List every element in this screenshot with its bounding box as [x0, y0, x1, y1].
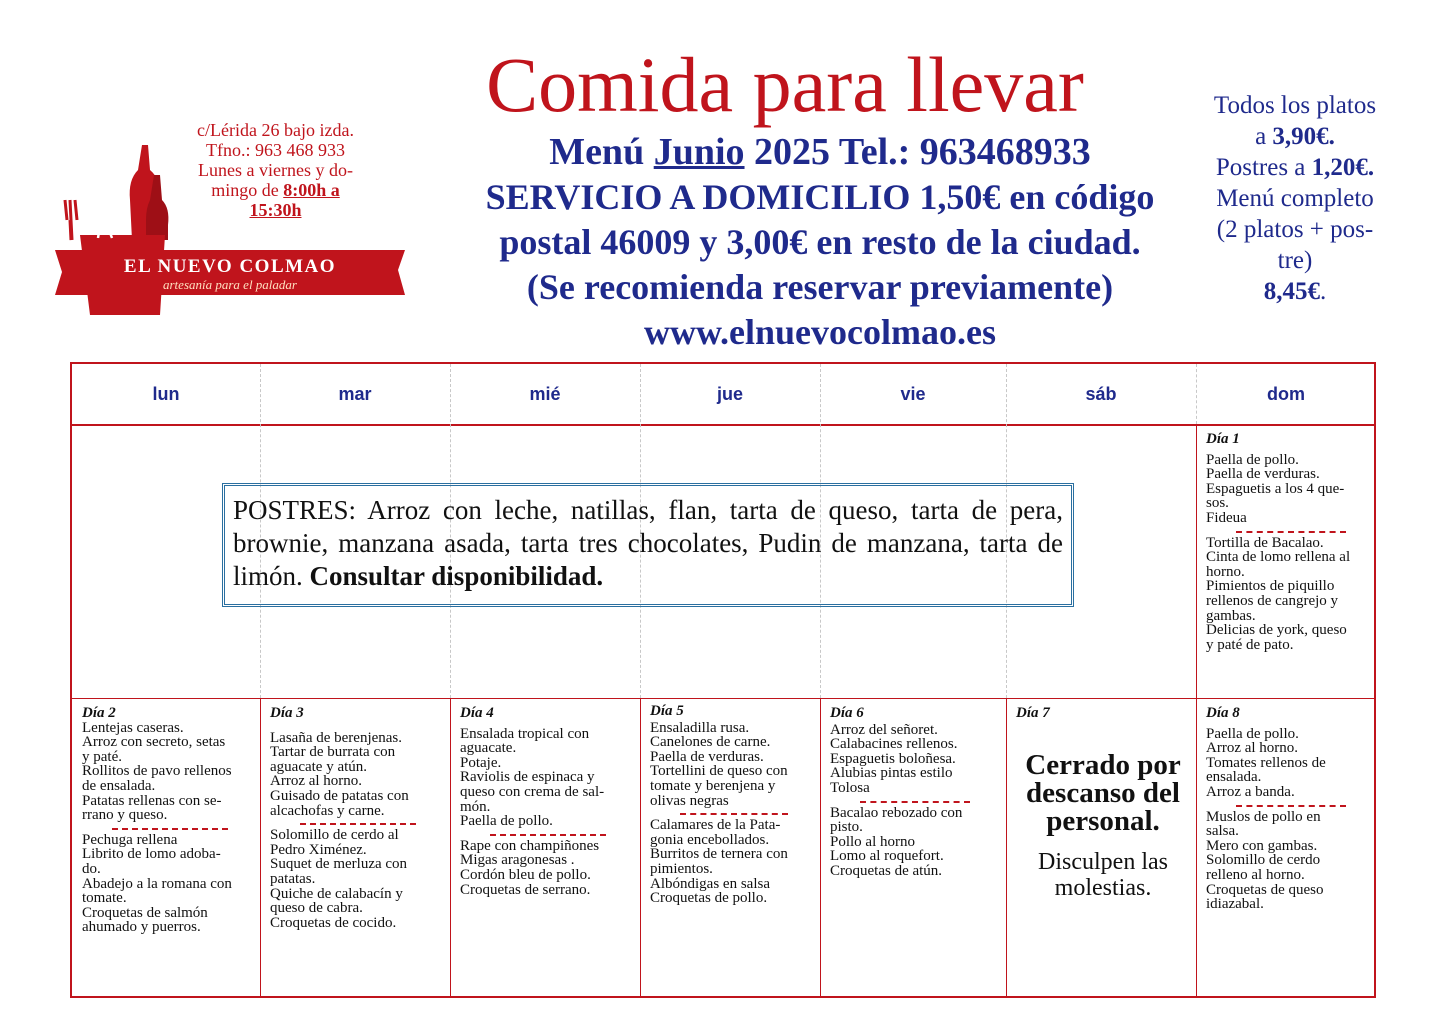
dish-item: Croquetas de atún.: [830, 862, 943, 879]
column-divider: [1196, 364, 1197, 424]
dish-item: aguacate y atún.: [270, 758, 368, 775]
month: Junio: [653, 131, 745, 173]
dish-item: Muslos de pollo en: [1206, 808, 1321, 825]
full-menu-price: 8,45€: [1263, 278, 1320, 305]
dish-item: salsa.: [1206, 823, 1239, 840]
dish-item: alcachofas y carne.: [270, 802, 385, 819]
dish-item: Pechuga rellena: [82, 831, 178, 848]
day-label: Día 4: [460, 705, 494, 721]
hours-start: 8:00h a: [283, 180, 340, 200]
course-separator: [830, 796, 1000, 806]
dish-item: Pollo al horno: [830, 833, 915, 850]
dish-item: rrano y queso.: [82, 807, 168, 824]
day-cell: [270, 706, 446, 930]
dish-item: Rape con champiñones: [460, 837, 600, 854]
dish-item: Suquet de merluza con: [270, 856, 408, 873]
weekday-header: sáb: [1085, 384, 1117, 404]
dish-item: Canelones de carne.: [650, 734, 771, 751]
weekday-header: jue: [716, 384, 743, 404]
dish-item: Arroz con secreto, setas: [82, 734, 226, 751]
dish-item: món.: [460, 798, 491, 815]
dish-item: Pimientos de piquillo: [1206, 578, 1335, 595]
day-cell: [82, 706, 258, 935]
dish-item: Arroz al horno.: [1206, 740, 1299, 757]
apology: Disculpen las: [1038, 848, 1168, 875]
hours-line: Lunes a viernes y do-: [198, 160, 353, 180]
hours-end: 15:30h: [249, 200, 302, 220]
weekday-header: lun: [152, 384, 180, 404]
day-label: Día 7: [1016, 705, 1050, 721]
hours-line: mingo de 8:00h a: [211, 180, 340, 200]
header-info: [420, 130, 1220, 355]
second-courses: [460, 839, 636, 897]
apology: molestias.: [1054, 874, 1152, 901]
day-label: Día 8: [1206, 705, 1240, 721]
dish-item: Espaguetis a los 4 que-: [1206, 480, 1345, 497]
dish-item: Fideua: [1206, 509, 1247, 526]
dish-item: Croquetas de queso: [1206, 881, 1324, 898]
dish-item: Paella de verduras.: [650, 748, 764, 765]
dish-item: patatas.: [270, 870, 316, 887]
dish-item: Espaguetis boloñesa.: [830, 750, 956, 767]
dish-item: Croquetas de serrano.: [460, 881, 591, 898]
course-separator: [1206, 526, 1376, 536]
first-courses: [1206, 453, 1376, 526]
address-block: [178, 120, 373, 220]
dish-item: rellenos de cangrejo y: [1206, 592, 1339, 609]
dish-item: Lomo al roquefort.: [830, 848, 944, 865]
dish-item: Quiche de calabacín y: [270, 885, 403, 902]
column-divider: [260, 698, 261, 996]
row-divider: [72, 698, 1374, 699]
dish-item: Burritos de ternera con: [650, 846, 788, 863]
dish-item: Guisado de patatas con: [270, 787, 409, 804]
day-cell: [650, 704, 818, 906]
dish-item: Tortilla de Bacalao.: [1206, 534, 1324, 551]
dish-item: Croquetas de pollo.: [650, 890, 768, 907]
column-divider: [640, 698, 641, 996]
second-courses: [1206, 810, 1376, 912]
dish-item: pimientos.: [650, 860, 713, 877]
dish-item: Pedro Ximénez.: [270, 841, 367, 858]
dish-item: Mero con gambas.: [1206, 837, 1318, 854]
dish-item: Arroz del señoret.: [830, 721, 938, 738]
dish-item: Paella de pollo.: [1206, 451, 1299, 468]
first-courses: [650, 721, 818, 809]
day-label: Día 6: [830, 705, 864, 721]
closed-notice: personal.: [1046, 804, 1160, 837]
dish-item: Abadejo a la romana con: [82, 875, 232, 892]
dish-item: Tolosa: [830, 779, 870, 796]
dish-item: gambas.: [1206, 607, 1256, 624]
day-cell: [1206, 706, 1376, 912]
day-label: Día 2: [82, 705, 116, 721]
dish-item: Delicias de york, queso: [1206, 622, 1347, 639]
dish-item: Lentejas caseras.: [82, 719, 184, 736]
dessert-price: 1,20€.: [1311, 154, 1375, 181]
dish-item: Paella de pollo.: [1206, 725, 1299, 742]
weekday-header: dom: [1267, 384, 1305, 404]
address-line: c/Lérida 26 bajo izda.: [197, 120, 354, 140]
day-label: Día 3: [270, 705, 304, 721]
reservation-note: (Se recomienda reservar previamente): [526, 267, 1114, 307]
menu-calendar: [70, 362, 1376, 998]
first-courses: [460, 727, 636, 829]
dish-item: Bacalao rebozado con: [830, 804, 963, 821]
column-divider: [820, 698, 821, 996]
first-courses: [82, 721, 258, 823]
first-courses: [830, 723, 1000, 796]
dish-item: Tartar de burrata con: [270, 744, 396, 761]
day-cell: [830, 706, 1000, 879]
dish-item: Tortellini de queso con: [650, 763, 788, 780]
day-cell: [1206, 432, 1376, 652]
page-title: Comida para llevar: [486, 41, 1084, 128]
column-divider: [1196, 698, 1197, 996]
dish-item: sos.: [1206, 495, 1229, 512]
dish-item: Calamares de la Pata-: [650, 817, 781, 834]
second-courses: [830, 806, 1000, 879]
dish-item: tomate y berenjena y: [650, 777, 776, 794]
day-cell: [460, 706, 636, 897]
dish-item: Paella de pollo.: [460, 813, 553, 830]
day-label: Día 5: [650, 703, 684, 719]
course-separator: [460, 829, 636, 839]
website-link[interactable]: www.elnuevocolmao.es: [644, 312, 996, 352]
dish-item: aguacate.: [460, 740, 517, 757]
course-separator: [82, 823, 258, 833]
dish-item: Migas aragonesas .: [460, 852, 575, 869]
course-separator: [270, 818, 446, 828]
course-separator: [1206, 800, 1376, 810]
menu-month-line: Menú Junio 2025 Tel.: 963468933: [549, 131, 1091, 173]
row-divider: [72, 424, 1374, 426]
day-label: Día 1: [1206, 431, 1240, 447]
column-divider: [1196, 424, 1197, 698]
dish-price: 3,90€.: [1272, 123, 1335, 150]
prices-block: Todos los platos a 3,90€. Postres a 1,20€. Menú completo (2 platos + pos- tre) 8,45€.: [1213, 92, 1377, 305]
dish-item: do.: [82, 860, 101, 877]
dish-item: Patatas rellenas con se-: [82, 792, 222, 809]
logo-name: EL NUEVO COLMAO: [123, 256, 337, 277]
weekday-header: mié: [529, 384, 561, 404]
second-courses: [82, 833, 258, 935]
dish-item: Croquetas de salmón: [82, 904, 208, 921]
dish-item: queso de cabra.: [270, 900, 363, 917]
column-divider: [450, 698, 451, 996]
delivery-line: SERVICIO A DOMICILIO 1,50€ en código: [485, 177, 1155, 217]
dish-item: Ensalada tropical con: [460, 725, 590, 742]
dish-item: Potaje.: [460, 754, 502, 771]
dish-item: relleno al horno.: [1206, 866, 1305, 883]
logo-tagline: artesanía para el paladar: [163, 277, 297, 292]
dish-item: Lasaña de berenjenas.: [270, 729, 403, 746]
desserts-availability: Consultar disponibilidad.: [309, 561, 604, 591]
dish-item: Arroz al horno.: [270, 773, 363, 790]
dish-item: gonia encebollados.: [650, 831, 770, 848]
dish-item: Arroz a banda.: [1206, 783, 1295, 800]
dish-item: Tomates rellenos de: [1206, 754, 1326, 771]
dish-item: de ensalada.: [82, 777, 156, 794]
day-cell-closed: [1016, 706, 1190, 901]
weekday-header: mar: [338, 384, 372, 404]
dish-item: queso con crema de sal-: [460, 783, 605, 800]
dish-item: y paté de pato.: [1206, 636, 1294, 653]
second-courses: [1206, 536, 1376, 653]
dish-item: Raviolis de espinaca y: [460, 769, 595, 786]
closed-notice: Cerrado por: [1025, 748, 1181, 781]
second-courses: [650, 818, 818, 906]
dish-item: Paella de verduras.: [1206, 466, 1320, 483]
dish-item: horno.: [1206, 563, 1245, 580]
dish-item: Albóndigas en salsa: [650, 875, 770, 892]
dish-item: Cinta de lomo rellena al: [1206, 549, 1351, 566]
closed-notice: descanso del: [1026, 776, 1180, 809]
dish-item: Cordón bleu de pollo.: [460, 866, 591, 883]
delivery-line: postal 46009 y 3,00€ en resto de la ciudad.: [499, 222, 1141, 262]
dish-item: Rollitos de pavo rellenos: [82, 763, 232, 780]
first-courses: [1206, 727, 1376, 800]
dish-item: idiazabal.: [1206, 896, 1264, 913]
dish-item: olivas negras: [650, 792, 729, 809]
dish-item: ensalada.: [1206, 769, 1262, 786]
weekday-header: vie: [900, 384, 926, 404]
dish-item: Solomillo de cerdo: [1206, 852, 1321, 869]
dish-item: Alubias pintas estilo: [830, 765, 953, 782]
dish-item: tomate.: [82, 890, 127, 907]
course-separator: [650, 808, 818, 818]
dish-item: Solomillo de cerdo al: [270, 827, 399, 844]
dish-item: Ensaladilla rusa.: [650, 719, 750, 736]
dish-item: pisto.: [830, 819, 863, 836]
dish-item: y paté.: [82, 748, 122, 765]
desserts-box: [222, 483, 1074, 607]
dish-item: ahumado y puerros.: [82, 919, 201, 936]
dish-item: Librito de lomo adoba-: [82, 846, 221, 863]
second-courses: [270, 828, 446, 930]
phone-line: Tfno.: 963 468 933: [206, 140, 345, 160]
column-divider: [1006, 698, 1007, 996]
dish-item: Croquetas de cocido.: [270, 914, 397, 931]
dish-item: Calabacines rellenos.: [830, 736, 958, 753]
first-courses: [270, 731, 446, 819]
desserts-text: POSTRES: Arroz con leche, natillas, flan, tarta de queso, tarta de pera, brownie, manzana asada, tarta tres chocolates, Pudin de manzana, tarta de limón.: [233, 495, 1063, 591]
